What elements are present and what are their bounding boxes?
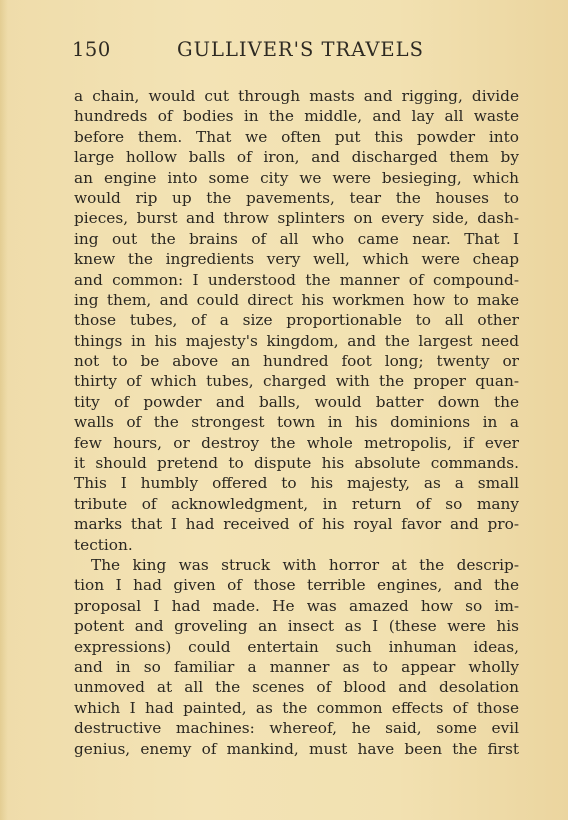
text-line: potent and groveling an insect as I (these were his	[74, 617, 519, 636]
page-header	[72, 38, 512, 68]
paragraph-2	[74, 555, 519, 759]
paragraph-1	[74, 86, 519, 555]
text-line: tity of powder and balls, would batter down the	[74, 392, 519, 411]
text-line: not to be above an hundred foot long; twenty or	[74, 352, 519, 371]
text-line: large hollow balls of iron, and discharged them by	[74, 148, 519, 167]
page-number: 150	[72, 38, 111, 61]
text-line: knew the ingredients very well, which were cheap	[74, 250, 519, 269]
text-line: marks that I had received of his royal favor and pro-	[74, 515, 519, 534]
text-line: walls of the strongest town in his dominions in a	[74, 413, 519, 432]
text-line: a chain, would cut through masts and rigging, divide	[74, 87, 519, 105]
text-line: tribute of acknowledgment, in return of so many	[74, 494, 519, 513]
text-line: destructive machines: whereof, he said, some evil	[74, 719, 519, 738]
text-line: tion I had given of those terrible engines, and the	[74, 576, 519, 595]
running-title: GULLIVER'S TRAVELS	[177, 38, 424, 61]
text-line: tection.	[74, 535, 133, 554]
text-line: few hours, or destroy the whole metropolis, if ever	[74, 433, 519, 452]
text-line: and in so familiar a manner as to appear wholly	[74, 657, 519, 676]
text-line: genius, enemy of mankind, must have been the first	[74, 739, 519, 758]
text-line: and common: I understood the manner of compound-	[74, 270, 519, 289]
text-line: those tubes, of a size proportionable to all other	[74, 311, 519, 330]
page-edge-shadow	[0, 0, 8, 820]
text-line: expressions) could entertain such inhuman ideas,	[74, 637, 519, 656]
body-text	[74, 86, 519, 759]
text-line: before them. That we often put this powder into	[74, 127, 519, 146]
text-line: an engine into some city we were besieging, which	[74, 168, 519, 187]
text-line: things in his majesty's kingdom, and the largest need	[74, 331, 519, 350]
text-line: would rip up the pavements, tear the houses to	[74, 188, 519, 207]
text-line: thirty of which tubes, charged with the proper quan-	[74, 372, 519, 391]
text-line: it should pretend to dispute his absolute commands.	[74, 454, 519, 473]
text-line: ing them, and could direct his workmen how to make	[74, 290, 519, 309]
text-line: This I humbly offered to his majesty, as a small	[74, 474, 519, 493]
text-line: hundreds of bodies in the middle, and lay all waste	[74, 107, 519, 126]
text-line: The king was struck with horror at the descrip-	[91, 555, 519, 574]
text-line: proposal I had made. He was amazed how so im-	[74, 596, 519, 615]
text-line: which I had painted, as the common effects of those	[74, 698, 519, 717]
text-line: ing out the brains of all who came near. That I	[74, 229, 519, 248]
text-line: pieces, burst and throw splinters on every side, dash-	[74, 209, 519, 228]
text-line: unmoved at all the scenes of blood and desolation	[74, 678, 519, 697]
